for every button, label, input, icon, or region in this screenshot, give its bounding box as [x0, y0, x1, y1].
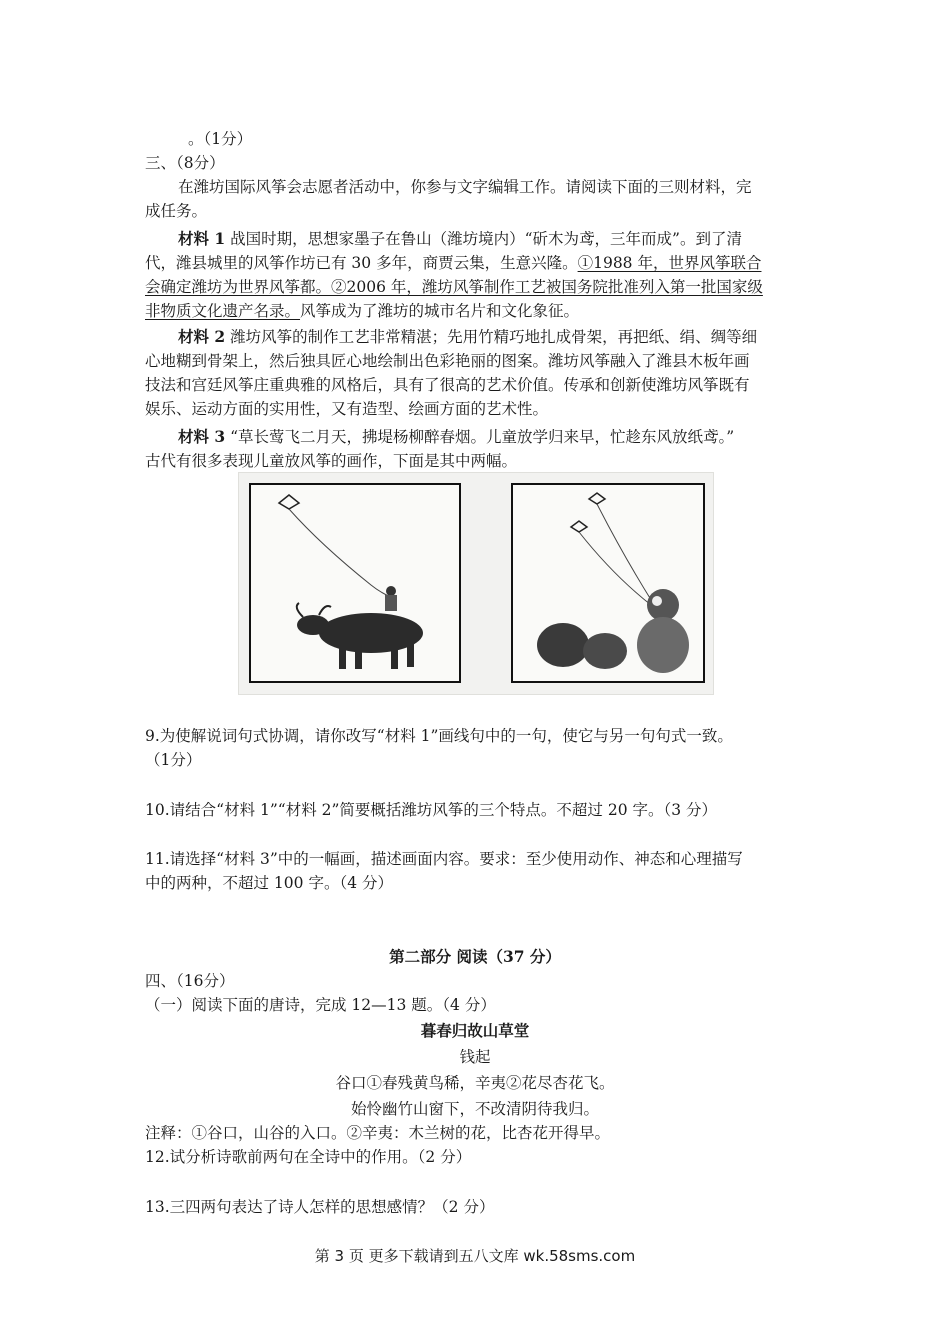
- poem-line-1: 谷口①春残黄鸟稀，辛夷②花尽杏花飞。: [335, 1074, 615, 1092]
- underlined-sentence-3: 非物质文化遗产名录。: [145, 302, 301, 320]
- poem-notes: 注释：①谷口，山谷的入口。②辛夷：木兰树的花，比杏花开得早。: [145, 1124, 611, 1142]
- part-two-heading: 第二部分 阅读（37 分）: [389, 947, 561, 966]
- poem-author: 钱起: [459, 1048, 491, 1066]
- question-12: 12.试分析诗歌前两句在全诗中的作用。（2 分）: [145, 1148, 472, 1166]
- question-11-line-1: 11.请选择“材料 3”中的一幅画，描述画面内容。要求：至少使用动作、神态和心理描写: [145, 850, 743, 868]
- subsection-one-heading: （一）阅读下面的唐诗，完成 12—13 题。（4 分）: [145, 996, 496, 1014]
- underlined-sentence-1: ①1988 年，世界风筝联合: [577, 254, 762, 272]
- poem-title: 暮春归故山草堂: [420, 1021, 530, 1040]
- material-3-poem: “草长莺飞二月天，拂堤杨柳醉春烟。儿童放学归来早，忙趁东风放纸鸢。”: [225, 428, 735, 446]
- material-2-label: 材料 2: [178, 327, 226, 346]
- section-four-heading: 四、（16分）: [145, 972, 235, 990]
- question-10: 10.请结合“材料 1”“材料 2”简要概括潍坊风筝的三个特点。不超过 20 字。（3 分）: [145, 801, 718, 819]
- question-13: 13.三四两句表达了诗人怎样的思想感情？（2 分）: [145, 1198, 495, 1216]
- intro-line-1: 在潍坊国际风筝会志愿者活动中，你参与文字编辑工作。请阅读下面的三则材料，完: [178, 178, 752, 196]
- material-2-text: 潍坊风筝的制作工艺非常精湛；先用竹精巧地扎成骨架，再把纸、绢、绸等细: [225, 328, 758, 346]
- material-1-line-2: [145, 252, 761, 274]
- poem-line-2: 始怜幽竹山窗下，不改清阴待我归。: [350, 1100, 599, 1118]
- material-1-label: 材料 1: [178, 229, 226, 248]
- painting-left-frame: [249, 483, 461, 683]
- material-1-line-1: [178, 228, 742, 250]
- material-3-line-1: [178, 426, 734, 448]
- material-1-text: 战国时期，思想家墨子在鲁山（潍坊境内）“斫木为鸢，三年而成”。到了清: [225, 230, 742, 248]
- question-11-line-2: 中的两种，不超过 100 字。（4 分）: [145, 874, 393, 892]
- material-2-line-2: 心地糊到骨架上，然后独具匠心地绘制出色彩艳丽的图案。潍坊风筝融入了潍县木板年画: [145, 352, 750, 370]
- material-1-text-b: 代，潍县城里的风筝作坊已有 30 多年，商贾云集，生意兴隆。: [145, 254, 578, 272]
- material-3-line-2: 古代有很多表现儿童放风筝的画作，下面是其中两幅。: [145, 452, 518, 470]
- painting-children-with-kite: [513, 485, 703, 681]
- painting-right-frame: [511, 483, 705, 683]
- section-three-heading: 三、（8分）: [145, 154, 225, 172]
- question-9-line-1: 9.为使解说词句式协调，请你改写“材料 1”画线句中的一句，使它与另一句句式一致。: [145, 727, 733, 745]
- material-2-line-3: 技法和宫廷风筝庄重典雅的风格后，具有了很高的艺术价值。传承和创新使潍坊风筝既有: [145, 376, 750, 394]
- question-9-line-2: （1分）: [145, 751, 202, 769]
- material-1-line-4: [145, 300, 579, 322]
- intro-line-2: 成任务。: [145, 202, 208, 220]
- page-footer: 第 3 页 更多下载请到五八文库 wk.58sms.com: [314, 1247, 636, 1265]
- score-note: 。（1分）: [188, 130, 253, 148]
- material-3-label: 材料 3: [178, 427, 226, 446]
- painting-boy-on-buffalo: [251, 485, 459, 681]
- material-1-text-d: 风筝成为了潍坊的城市名片和文化象征。: [300, 302, 580, 320]
- underlined-sentence-2: 会确定潍坊为世界风筝都。②2006 年，潍坊风筝制作工艺被国务院批准列入第一批国家级: [145, 278, 763, 296]
- material-2-line-4: 娱乐、运动方面的实用性，又有造型、绘画方面的艺术性。: [145, 400, 549, 418]
- material-2-line-1: [178, 326, 757, 348]
- kite-paintings-figure: [238, 472, 714, 695]
